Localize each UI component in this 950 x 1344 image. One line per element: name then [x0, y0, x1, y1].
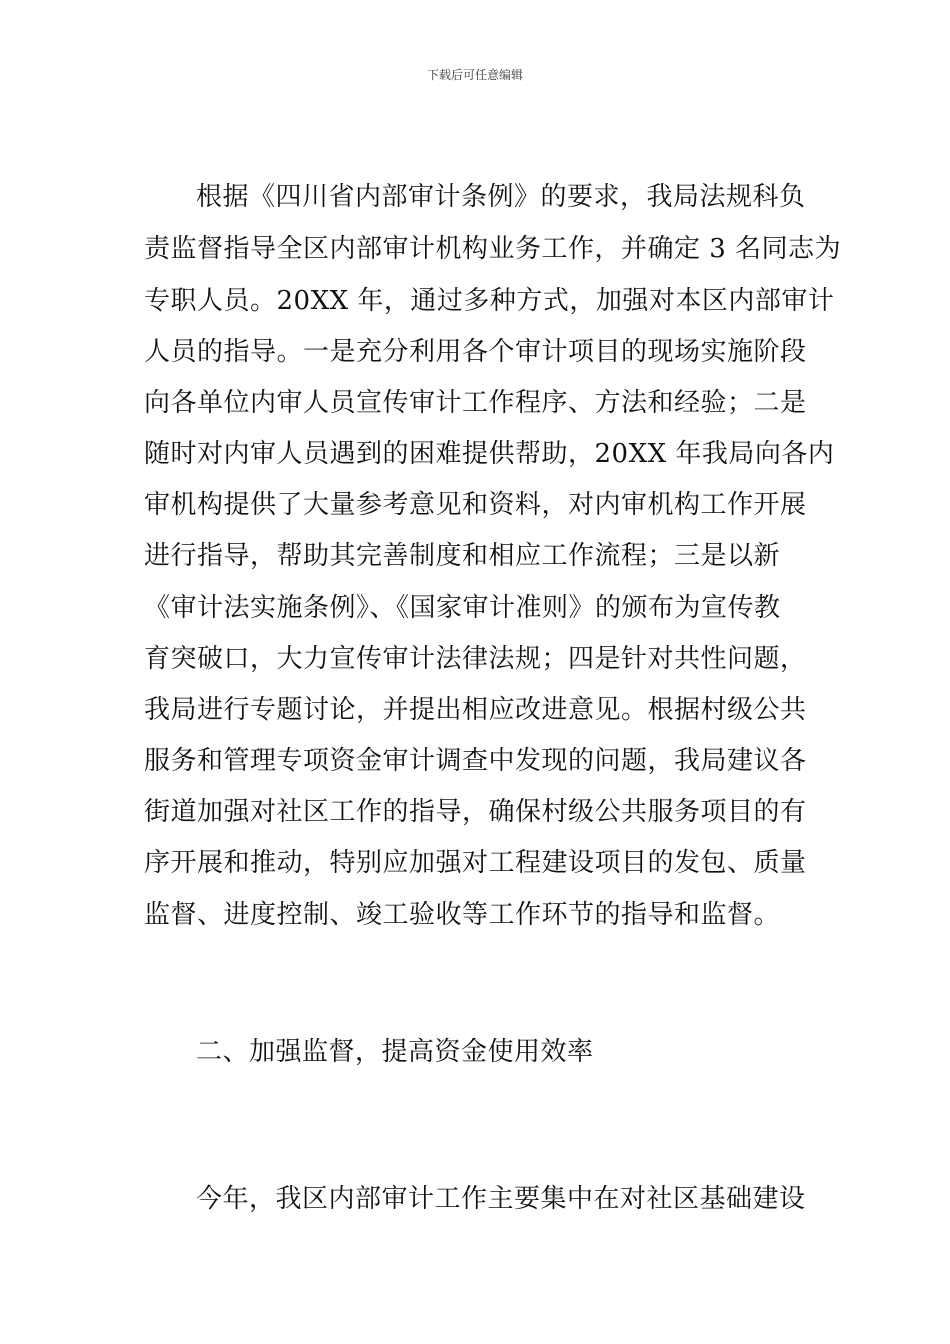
paragraph-line: 街道加强对社区工作的指导，确保村级公共服务项目的有 — [144, 797, 807, 827]
paragraph-line: 人员的指导。一是充分利用各个审计项目的现场实施阶段 — [144, 337, 807, 367]
section-heading: 二、加强监督，提高资金使用效率 — [196, 1037, 594, 1067]
paragraph-line: 今年，我区内部审计工作主要集中在对社区基础建设 — [196, 1184, 806, 1214]
paragraph-line: 《审计法实施条例》、《国家审计准则》的颁布为宣传教 — [144, 593, 781, 623]
paragraph-line: 根据《四川省内部审计条例》的要求，我局法规科负 — [196, 182, 806, 212]
paragraph-line: 监督、进度控制、竣工验收等工作环节的指导和监督。 — [144, 900, 781, 930]
paragraph-line: 育突破口，大力宣传审计法律法规；四是针对共性问题， — [144, 644, 807, 674]
paragraph-line: 随时对内审人员遇到的困难提供帮助，20XX 年我局向各内 — [144, 439, 835, 469]
paragraph-line: 向各单位内审人员宣传审计工作程序、方法和经验；二是 — [144, 388, 807, 418]
paragraph-line: 进行指导，帮助其完善制度和相应工作流程；三是以新 — [144, 541, 781, 571]
paragraph-line: 审机构提供了大量参考意见和资料，对内审机构工作开展 — [144, 490, 807, 520]
page-header: 下载后可任意编辑 — [426, 68, 523, 82]
paragraph-line: 责监督指导全区内部审计机构业务工作，并确定 3 名同志为 — [144, 234, 842, 264]
paragraph-line: 序开展和推动，特别应加强对工程建设项目的发包、质量 — [144, 848, 807, 878]
paragraph-line: 服务和管理专项资金审计调查中发现的问题，我局建议各 — [144, 746, 807, 776]
paragraph-line: 专职人员。20XX 年，通过多种方式，加强对本区内部审计 — [144, 286, 835, 316]
paragraph-line: 我局进行专题讨论，并提出相应改进意见。根据村级公共 — [144, 695, 807, 725]
